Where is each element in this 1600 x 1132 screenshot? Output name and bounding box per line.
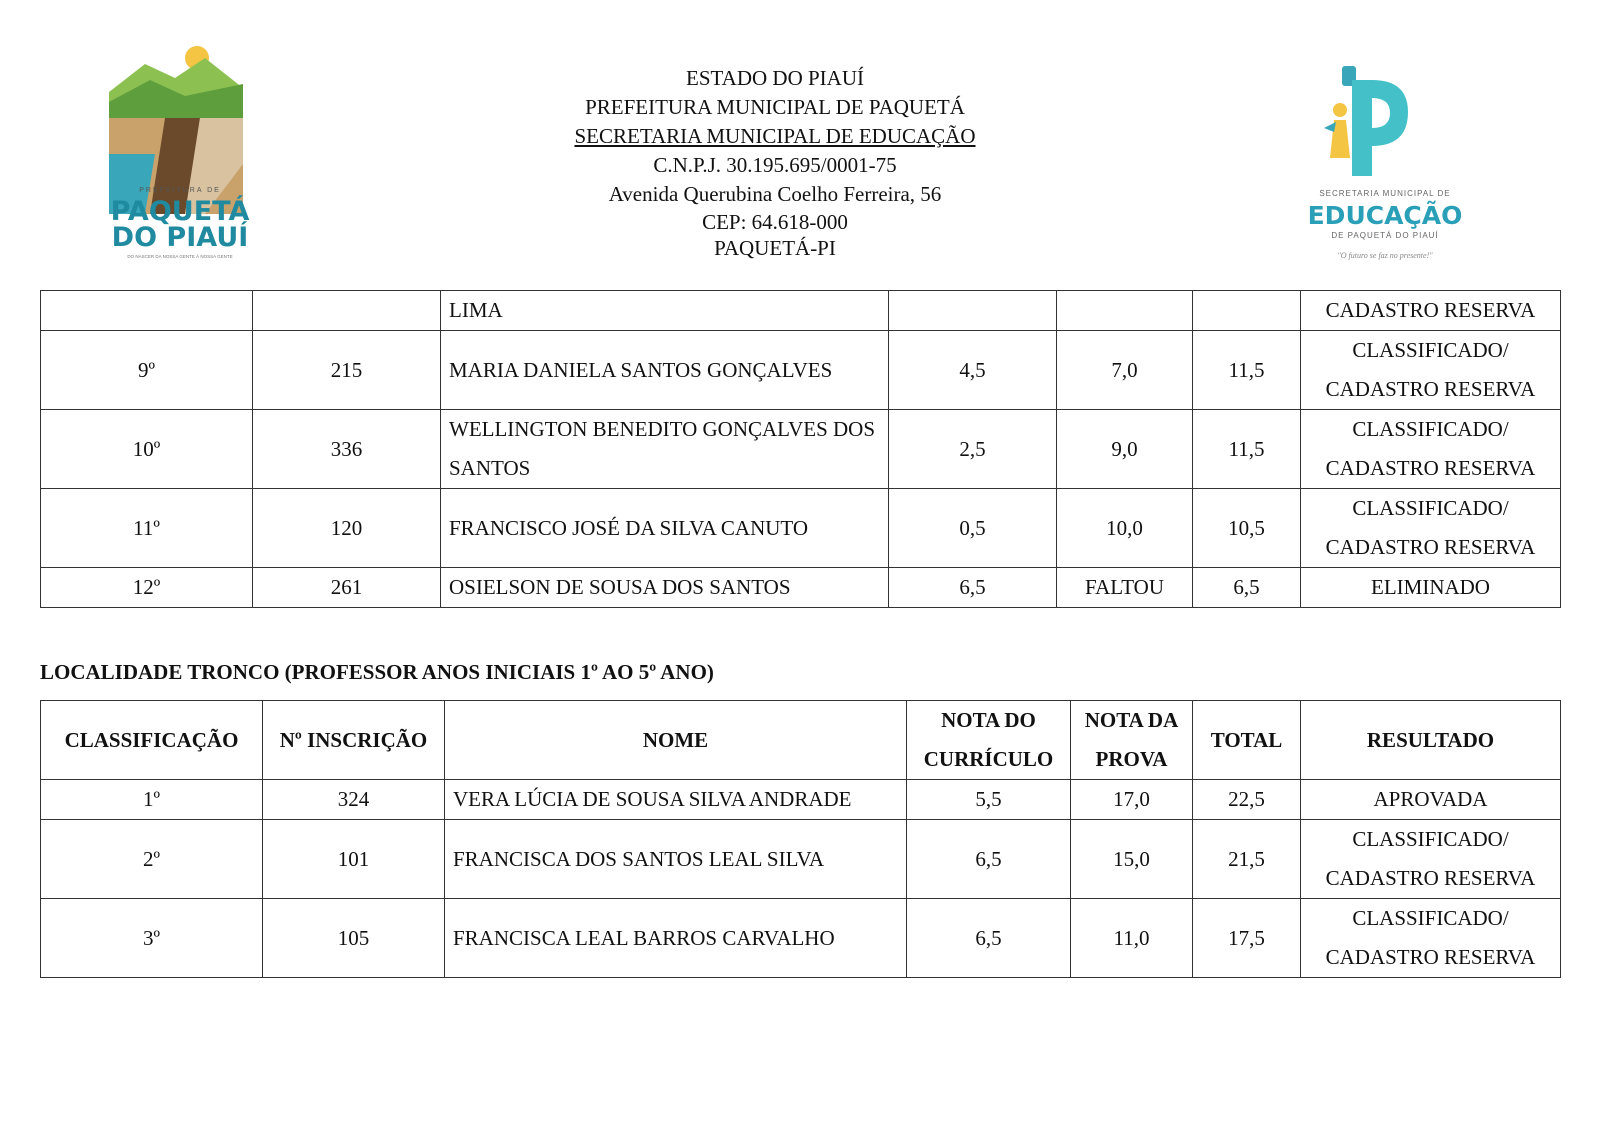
- table-row: [41, 568, 1561, 608]
- header-prefecture: PREFEITURA MUNICIPAL DE PAQUETÁ: [585, 95, 965, 119]
- header-curriculum-score: NOTA DO CURRÍCULO: [907, 701, 1071, 780]
- name-cell: LIMA: [441, 291, 889, 331]
- total-cell: 10,5: [1193, 489, 1301, 568]
- institution-header: [400, 64, 1150, 261]
- classification-cell: 9º: [41, 331, 253, 410]
- curriculum-score-cell: 5,5: [907, 780, 1071, 820]
- registration-cell: 101: [263, 820, 445, 899]
- table-row: [41, 291, 1561, 331]
- total-cell: 21,5: [1193, 820, 1301, 899]
- exam-score-cell: FALTOU: [1057, 568, 1193, 608]
- header-address: Avenida Querubina Coelho Ferreira, 56: [608, 182, 942, 206]
- name-cell: MARIA DANIELA SANTOS GONÇALVES: [441, 331, 889, 410]
- header-state: ESTADO DO PIAUÍ: [686, 66, 864, 90]
- name-cell: WELLINGTON BENEDITO GONÇALVES DOS SANTOS: [441, 410, 889, 489]
- name-cell: FRANCISCO JOSÉ DA SILVA CANUTO: [441, 489, 889, 568]
- table-row: [41, 489, 1561, 568]
- name-cell: OSIELSON DE SOUSA DOS SANTOS: [441, 568, 889, 608]
- svg-text:PAQUETÁ: PAQUETÁ: [110, 196, 250, 227]
- result-cell: CLASSIFICADO/ CADASTRO RESERVA: [1301, 489, 1561, 568]
- classification-cell: 1º: [41, 780, 263, 820]
- classification-cell: 10º: [41, 410, 253, 489]
- curriculum-score-cell: 2,5: [889, 410, 1057, 489]
- total-cell: [1193, 291, 1301, 331]
- registration-cell: 261: [253, 568, 441, 608]
- paqueta-municipality-logo: [105, 44, 255, 266]
- registration-cell: 324: [263, 780, 445, 820]
- header-classification: CLASSIFICAÇÃO: [41, 701, 263, 780]
- classification-cell: [41, 291, 253, 331]
- result-cell: CLASSIFICADO/ CADASTRO RESERVA: [1301, 410, 1561, 489]
- table-row: [41, 899, 1561, 978]
- name-cell: FRANCISCA LEAL BARROS CARVALHO: [445, 899, 907, 978]
- result-cell: APROVADA: [1301, 780, 1561, 820]
- total-cell: 11,5: [1193, 331, 1301, 410]
- section-title: LOCALIDADE TRONCO (PROFESSOR ANOS INICIAIS 1º AO 5º ANO): [40, 660, 714, 684]
- curriculum-score-cell: 6,5: [907, 820, 1071, 899]
- results-table-tronco: [40, 700, 1561, 978]
- results-table-continuation: [40, 290, 1561, 608]
- result-cell: CADASTRO RESERVA: [1301, 291, 1561, 331]
- curriculum-score-cell: 0,5: [889, 489, 1057, 568]
- registration-cell: 336: [253, 410, 441, 489]
- name-cell: VERA LÚCIA DE SOUSA SILVA ANDRADE: [445, 780, 907, 820]
- svg-text:DE PAQUETÁ DO PIAUÍ: DE PAQUETÁ DO PIAUÍ: [1331, 231, 1439, 240]
- exam-score-cell: 9,0: [1057, 410, 1193, 489]
- document-header: [0, 0, 1600, 280]
- exam-score-cell: 11,0: [1071, 899, 1193, 978]
- header-cnpj: C.N.P.J. 30.195.695/0001-75: [653, 153, 897, 177]
- header-city: PAQUETÁ-PI: [714, 236, 836, 260]
- svg-text:DO PIAUÍ: DO PIAUÍ: [111, 222, 249, 253]
- curriculum-score-cell: 6,5: [889, 568, 1057, 608]
- total-cell: 6,5: [1193, 568, 1301, 608]
- registration-cell: [253, 291, 441, 331]
- total-cell: 11,5: [1193, 410, 1301, 489]
- education-secretariat-logo: [1300, 58, 1470, 273]
- exam-score-cell: 15,0: [1071, 820, 1193, 899]
- result-cell: ELIMINADO: [1301, 568, 1561, 608]
- svg-text:SECRETARIA MUNICIPAL DE: SECRETARIA MUNICIPAL DE: [1319, 189, 1451, 198]
- result-cell: CLASSIFICADO/ CADASTRO RESERVA: [1301, 899, 1561, 978]
- table-row: [41, 820, 1561, 899]
- total-cell: 22,5: [1193, 780, 1301, 820]
- result-cell: CLASSIFICADO/ CADASTRO RESERVA: [1301, 820, 1561, 899]
- svg-text:"O futuro se faz no presente!": "O futuro se faz no presente!": [1337, 251, 1433, 260]
- header-secretariat: SECRETARIA MUNICIPAL DE EDUCAÇÃO: [574, 124, 976, 148]
- header-total: TOTAL: [1193, 701, 1301, 780]
- curriculum-score-cell: [889, 291, 1057, 331]
- result-cell: CLASSIFICADO/ CADASTRO RESERVA: [1301, 331, 1561, 410]
- header-cep: CEP: 64.618-000: [702, 210, 848, 234]
- classification-cell: 3º: [41, 899, 263, 978]
- classification-cell: 2º: [41, 820, 263, 899]
- curriculum-score-cell: 6,5: [907, 899, 1071, 978]
- table-row: [41, 410, 1561, 489]
- registration-cell: 105: [263, 899, 445, 978]
- total-cell: 17,5: [1193, 899, 1301, 978]
- exam-score-cell: [1057, 291, 1193, 331]
- header-exam-score: NOTA DA PROVA: [1071, 701, 1193, 780]
- svg-text:PREFEITURA DE: PREFEITURA DE: [139, 187, 221, 194]
- exam-score-cell: 7,0: [1057, 331, 1193, 410]
- table-header-row: [41, 701, 1561, 780]
- name-cell: FRANCISCA DOS SANTOS LEAL SILVA: [445, 820, 907, 899]
- svg-text:EDUCAÇÃO: EDUCAÇÃO: [1307, 201, 1463, 230]
- registration-cell: 215: [253, 331, 441, 410]
- header-result: RESULTADO: [1301, 701, 1561, 780]
- exam-score-cell: 17,0: [1071, 780, 1193, 820]
- table-row: [41, 780, 1561, 820]
- svg-text:DO NASCER DA NOSSA GENTE À NOS: DO NASCER DA NOSSA GENTE À NOSSA GENTE: [127, 254, 233, 259]
- registration-cell: 120: [253, 489, 441, 568]
- curriculum-score-cell: 4,5: [889, 331, 1057, 410]
- exam-score-cell: 10,0: [1057, 489, 1193, 568]
- classification-cell: 12º: [41, 568, 253, 608]
- header-registration: Nº INSCRIÇÃO: [263, 701, 445, 780]
- classification-cell: 11º: [41, 489, 253, 568]
- header-name: NOME: [445, 701, 907, 780]
- table-row: [41, 331, 1561, 410]
